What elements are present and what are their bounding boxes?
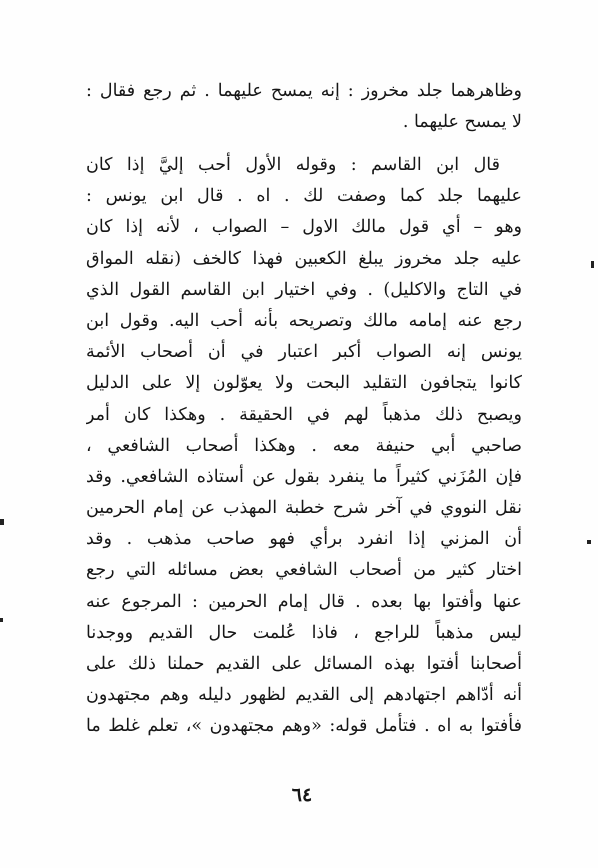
text-line: أن المزني إذا انفرد برأي فهو صاحب مذهب . وقد <box>86 529 522 550</box>
text-line: أنه أدّاهم اجتهادهم إلى القديم لظهور دليله وهم مجتهدون <box>86 685 522 706</box>
text-line: عنها وأفتوا بها بعده . قال إمام الحرمين : المرجوع عنه <box>86 591 522 612</box>
text-line: قال ابن القاسم : وقوله الأول أحب إليَّ إذا كان <box>86 155 500 175</box>
text-line: أصحابنا أفتوا بهذه المسائل على القديم حملنا ذلك على <box>86 654 522 674</box>
scan-edge-mark <box>0 618 3 622</box>
text-line: ويصبح ذلك مذهباً لهم في الحقيقة . وهكذا كان أمر <box>86 404 522 425</box>
text-line: فأفتوا به اه . فتأمل قوله: «وهم مجتهدون »، تعلم غلط ما <box>86 716 522 737</box>
paragraph-2 <box>86 150 522 743</box>
text-line: فإن المُزَني كثيراً ما ينفرد بقول عن أستاذه الشافعي. وقد <box>86 466 522 487</box>
text-line: رجع عنه إمامه مالك وتصريحه بأنه أحب اليه. وقول ابن <box>86 310 522 331</box>
text-line: عليه جلد مخروز يبلغ الكعبين فهذا كالخف (نقله المواق <box>86 248 522 269</box>
scan-edge-mark <box>587 540 591 544</box>
text-line: لا يمسح عليهما . <box>402 112 522 133</box>
text-line: عليهما جلد كما وصفت لك . اه . قال ابن يونس : <box>86 186 522 207</box>
text-line: وظاهرهما جلد مخروز : إنه يمسح عليهما . ثم رجع فقال : <box>86 81 522 101</box>
text-line: نقل النووي في آخر شرح خطبة المهذب عن إمام الحرمين <box>86 498 522 519</box>
text-line: في التاج والاكليل) . وفي اختيار ابن القاسم القول الذي <box>86 279 522 300</box>
paragraph-1 <box>86 76 522 138</box>
text-line: يونس إنه الصواب أكبر اعتبار في أن أصحاب الأئمة <box>86 342 522 363</box>
text-line: اختار كثير من أصحاب الشافعي بعض مسائله التي رجع <box>86 560 522 581</box>
scan-edge-mark <box>591 261 594 268</box>
text-line: ليس مذهباً للراجع ، فاذا عُلمت حال القديم ووجدنا <box>86 622 522 643</box>
text-line: صاحبي أبي حنيفة معه . وهكذا أصحاب الشافعي ، <box>86 435 522 456</box>
text-line: وهو – أي قول مالك الاول – الصواب ، لأنه إذا كان <box>86 217 522 238</box>
text-line: كانوا يتجافون التقليد البحت ولا يعوّلون إلا على الدليل <box>86 373 522 394</box>
page-number: ٦٤ <box>291 784 313 806</box>
scan-edge-mark <box>0 519 4 525</box>
